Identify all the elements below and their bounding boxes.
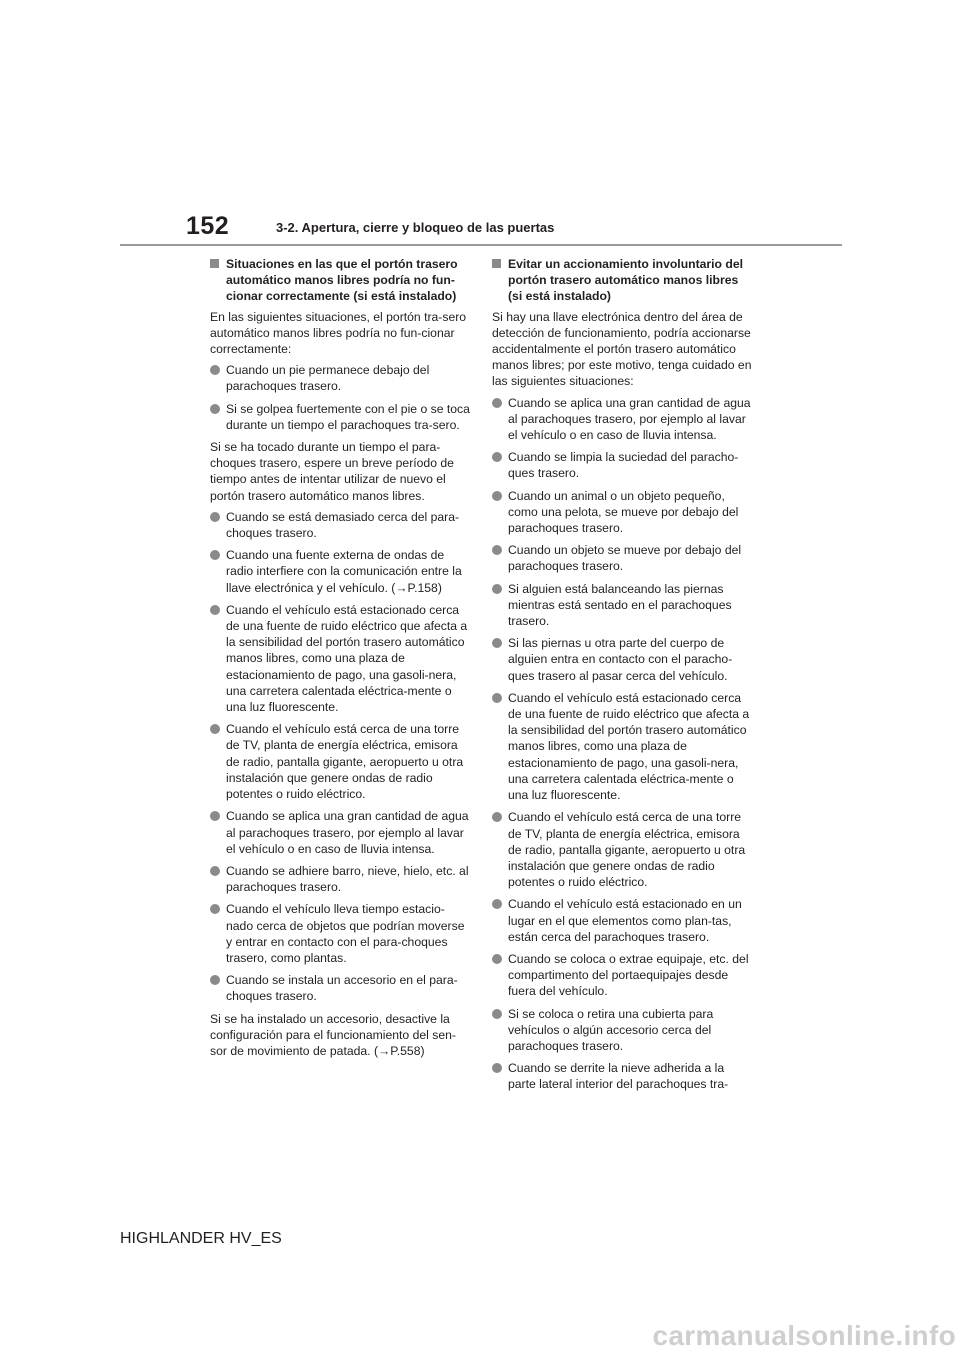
left-heading-text: Situaciones en las que el portón trasero automático manos libres podría no fun-cionar correctamente (si está instalado) <box>226 257 458 304</box>
square-bullet-icon <box>210 259 219 268</box>
list-item: Si se golpea fuertemente con el pie o se toca durante un tiempo el parachoques tra-sero. <box>210 401 470 433</box>
left-section-heading <box>210 256 470 305</box>
list-item: Cuando se está demasiado cerca del para-choques trasero. <box>210 509 470 541</box>
footer-model-label: HIGHLANDER HV_ES <box>120 1230 282 1247</box>
list-item: Cuando el vehículo está estacionado cerca de una fuente de ruido eléctrico que afecta a la sensibilidad del portón trasero automático manos libres, como una plaza de estacionamiento de pago, una gasoli-nera, una carretera calentada eléctrica-mente o una luz fluorescente. <box>210 602 470 715</box>
circle-bullet-icon <box>492 693 502 703</box>
circle-bullet-icon <box>492 545 502 555</box>
circle-bullet-icon <box>492 584 502 594</box>
left-closing: Si se ha instalado un accesorio, desactive la configuración para el funcionamiento del sen-sor de movimiento de patada. (→P.558) <box>210 1011 456 1058</box>
square-bullet-icon <box>492 259 501 268</box>
list-item: Cuando se adhiere barro, nieve, hielo, etc. al parachoques trasero. <box>210 863 470 895</box>
circle-bullet-icon <box>210 365 220 375</box>
list-item: Si alguien está balanceando las piernas mientras está sentado en el parachoques trasero. <box>492 581 752 630</box>
right-column <box>492 256 752 1099</box>
list-item: Cuando se coloca o extrae equipaje, etc. del compartimento del portaequipajes desde fuera del vehículo. <box>492 951 752 1000</box>
circle-bullet-icon <box>210 512 220 522</box>
circle-bullet-icon <box>492 1009 502 1019</box>
list-item: Cuando un objeto se mueve por debajo del parachoques trasero. <box>492 542 752 574</box>
list-item: Cuando un animal o un objeto pequeño, como una pelota, se mueve por debajo del parachoques trasero. <box>492 488 752 537</box>
circle-bullet-icon <box>210 975 220 985</box>
list-item: Cuando el vehículo está cerca de una torre de TV, planta de energía eléctrica, emisora de radio, pantalla gigante, aeropuerto u otra instalación que genere ondas de radio potentes o ruido eléctrico. <box>210 721 470 802</box>
circle-bullet-icon <box>210 811 220 821</box>
list-item: Cuando un pie permanece debajo del parachoques trasero. <box>210 362 470 394</box>
list-item: Si las piernas u otra parte del cuerpo de alguien entra en contacto con el paracho-ques trasero al pasar cerca del vehículo. <box>492 635 752 684</box>
list-item: Cuando se derrite la nieve adherida a la parte lateral interior del parachoques tra- <box>492 1060 752 1092</box>
list-item: Cuando el vehículo está estacionado en un lugar en el que elementos como plan-tas, están cerca del parachoques trasero. <box>492 896 752 945</box>
right-intro: Si hay una llave electrónica dentro del área de detección de funcionamiento, podría accionarse accidentalmente el portón trasero automático manos libres; por este motivo, tenga cuidado en las siguientes situaciones: <box>492 309 752 389</box>
circle-bullet-icon <box>492 954 502 964</box>
circle-bullet-icon <box>210 724 220 734</box>
list-item: Cuando se aplica una gran cantidad de agua al parachoques trasero, por ejemplo al lavar el vehículo o en caso de lluvia intensa. <box>210 808 470 857</box>
list-item: Cuando una fuente externa de ondas de radio interfiere con la comunicación entre la llave electrónica y el vehículo. (→P.158) <box>210 547 470 596</box>
left-note: Si se ha tocado durante un tiempo el para-choques trasero, espere un breve período de tiempo antes de intentar utilizar de nuevo el portón trasero automático manos libres. <box>210 440 454 503</box>
right-heading-text: Evitar un accionamiento involuntario del portón trasero automático manos libres (si está instalado) <box>508 257 743 304</box>
circle-bullet-icon <box>210 550 220 560</box>
list-item: Cuando el vehículo lleva tiempo estacio-nado cerca de objetos que podrían moverse y entrar en contacto con el para-choques trasero, como plantas. <box>210 901 470 966</box>
list-item: Cuando el vehículo está cerca de una torre de TV, planta de energía eléctrica, emisora de radio, pantalla gigante, aeropuerto u otra instalación que genere ondas de radio potentes o ruido eléctrico. <box>492 809 752 890</box>
circle-bullet-icon <box>492 899 502 909</box>
circle-bullet-icon <box>210 866 220 876</box>
list-item: Si se coloca o retira una cubierta para vehículos o algún accesorio cerca del parachoques trasero. <box>492 1006 752 1055</box>
circle-bullet-icon <box>210 404 220 414</box>
circle-bullet-icon <box>210 605 220 615</box>
circle-bullet-icon <box>210 904 220 914</box>
circle-bullet-icon <box>492 452 502 462</box>
left-intro: En las siguientes situaciones, el portón tra-sero automático manos libres podría no fun-cionar correctamente: <box>210 309 467 357</box>
right-section-heading <box>492 256 752 305</box>
circle-bullet-icon <box>492 1063 502 1073</box>
circle-bullet-icon <box>492 491 502 501</box>
circle-bullet-icon <box>492 812 502 822</box>
watermark: carmanualsonline.info <box>652 1320 956 1351</box>
left-column <box>210 256 470 1064</box>
page-number: 152 <box>186 212 230 240</box>
list-item: Cuando se instala un accesorio en el para-choques trasero. <box>210 972 470 1004</box>
list-item: Cuando se limpia la suciedad del paracho-ques trasero. <box>492 449 752 481</box>
section-title: 3-2. Apertura, cierre y bloqueo de las puertas <box>276 220 555 235</box>
circle-bullet-icon <box>492 638 502 648</box>
circle-bullet-icon <box>492 398 502 408</box>
list-item: Cuando se aplica una gran cantidad de agua al parachoques trasero, por ejemplo al lavar el vehículo o en caso de lluvia intensa. <box>492 395 752 444</box>
header-divider <box>120 244 842 246</box>
list-item: Cuando el vehículo está estacionado cerca de una fuente de ruido eléctrico que afecta a la sensibilidad del portón trasero automático manos libres, como una plaza de estacionamiento de pago, una gasoli-nera, una carretera calentada eléctrica-mente o una luz fluorescente. <box>492 690 752 803</box>
